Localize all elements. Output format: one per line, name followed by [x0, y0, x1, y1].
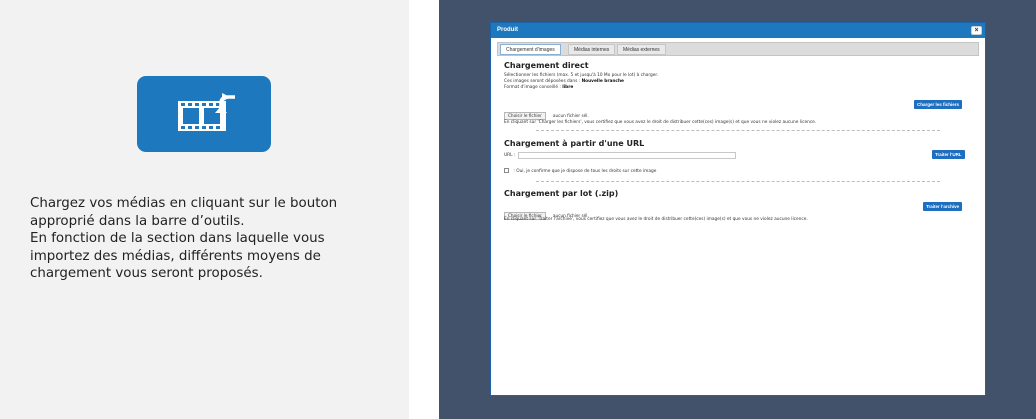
section-divider: [536, 130, 940, 131]
upload-destination: Ces images seront déposées dans : Nouvelle branche: [504, 79, 624, 84]
section-divider: [536, 181, 940, 182]
direct-upload-heading: Chargement direct: [504, 61, 589, 70]
url-upload-heading: Chargement à partir d'une URL: [504, 139, 645, 148]
zip-disclaimer: En cliquant sur 'Traiter l'archive', vous certifiez que vous avez le droit de distribuer cette(ces) image(s) et que vous ne violez aucune licence.: [504, 217, 808, 222]
intro-line: approprié dans la barre d’outils.: [30, 213, 245, 229]
rights-confirm-label: : Oui, je confirme que je dispose de tous les droits sur cette image: [513, 169, 657, 174]
rights-confirm-checkbox[interactable]: [504, 168, 509, 173]
zip-file-status: aucun fichier sél.: [552, 213, 589, 218]
direct-upload-instructions: Sélectionner les fichiers (max. 5 et jusqu'à 10 Mo pour le lot) à charger.: [504, 73, 659, 78]
intro-line: Chargez vos médias en cliquant sur le bouton: [30, 196, 338, 211]
product-media-dialog: [490, 22, 986, 396]
intro-line: En fonction de la section dans laquelle vous: [30, 231, 325, 247]
upload-files-button-visible[interactable]: Charger les fichiers: [914, 100, 962, 109]
zip-choose-file-button[interactable]: Choisir le fichier: [504, 212, 546, 220]
format-value: libre: [562, 85, 574, 90]
zip-upload-heading: Chargement par lot (.zip): [504, 189, 619, 198]
destination-value: Nouvelle branche: [581, 79, 624, 84]
tab-bar: [497, 42, 979, 56]
url-label: URL :: [504, 153, 516, 158]
instructions-panel: [0, 0, 409, 419]
intro-line: importez des médias, différents moyens de: [30, 248, 321, 264]
dialog-title: Produit: [497, 27, 518, 33]
film-upload-icon: [177, 93, 237, 133]
process-archive-button[interactable]: Traiter l'archive: [923, 202, 962, 211]
close-button[interactable]: ×: [971, 26, 982, 35]
tab-external-media[interactable]: Médias externes: [617, 44, 666, 55]
recommended-format: Format d'image conseillé : libre: [504, 85, 574, 90]
direct-file-status: aucun fichier sél.: [552, 113, 589, 118]
media-upload-tile: [137, 76, 271, 152]
direct-choose-file-button[interactable]: Choisir le fichier: [504, 112, 546, 120]
intro-text: [30, 195, 375, 283]
direct-disclaimer: En cliquant sur 'Charger les fichiers', vous certifiez que vous avez le droit de distribuer cette(ces) image(s) et que vous ne violez aucune licence.: [504, 120, 817, 125]
dialog-titlebar: [491, 23, 985, 38]
process-url-button[interactable]: Traiter l'URL: [932, 150, 965, 159]
url-input[interactable]: [518, 152, 736, 159]
tab-internal-media[interactable]: Médias internes: [568, 44, 615, 55]
intro-line: chargement vous seront proposés.: [30, 266, 263, 282]
tab-image-upload[interactable]: Chargement d'images: [500, 44, 561, 55]
